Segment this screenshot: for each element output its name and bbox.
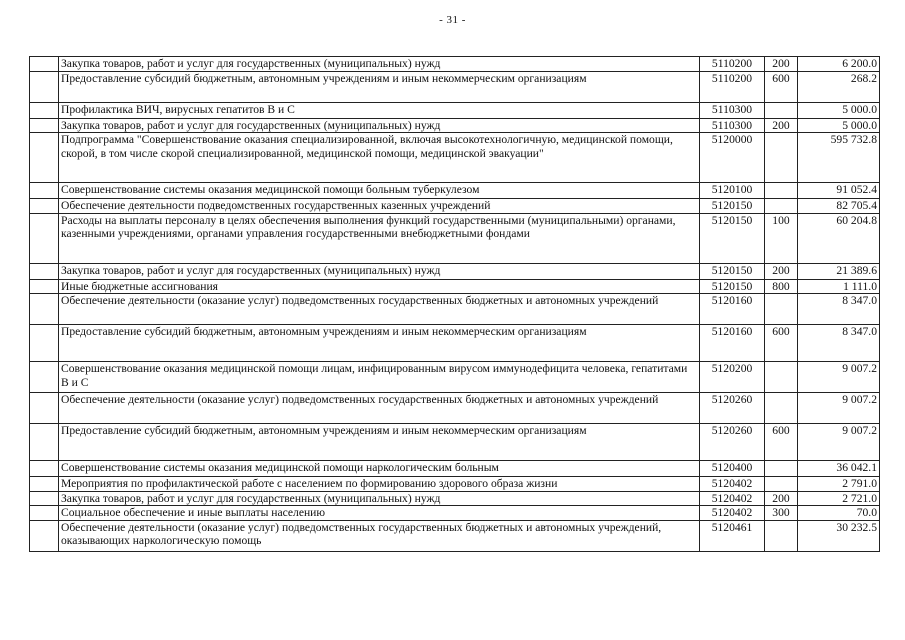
row-name: Совершенствование системы оказания медицинской помощи больным туберкулезом [59,183,700,199]
row-name: Обеспечение деятельности (оказание услуг) подведомственных государственных бюджетных и автономных учреждений, оказывающих наркологическую помощь [59,520,700,551]
table-row [30,477,880,492]
row-name: Совершенствование системы оказания медицинской помощи наркологическим больным [59,461,700,477]
table-row [30,424,880,461]
row-amount: 60 204.8 [798,213,880,263]
row-code: 5120260 [700,393,765,424]
table-row [30,102,880,118]
row-type [765,393,798,424]
row-type [765,102,798,118]
row-amount: 2 721.0 [798,491,880,506]
row-code: 5110300 [700,102,765,118]
table-row [30,294,880,325]
table-row [30,506,880,521]
row-code: 5110200 [700,57,765,72]
table-row [30,133,880,183]
row-type: 200 [765,263,798,279]
row-type: 600 [765,71,798,102]
row-name: Закупка товаров, работ и услуг для государственных (муниципальных) нужд [59,491,700,506]
row-name: Закупка товаров, работ и услуг для государственных (муниципальных) нужд [59,263,700,279]
row-amount: 268.2 [798,71,880,102]
row-type [765,362,798,393]
table-row [30,491,880,506]
row-code: 5120461 [700,520,765,551]
row-code: 5120200 [700,362,765,393]
row-name: Совершенствование оказания медицинской помощи лицам, инфицированным вирусом иммунодефицита человека, гепатитами В и С [59,362,700,393]
row-amount: 30 232.5 [798,520,880,551]
row-marker-cell [30,461,59,477]
row-marker-cell [30,491,59,506]
table-row [30,118,880,133]
row-code: 5120150 [700,213,765,263]
table-row [30,279,880,294]
table-row [30,183,880,199]
row-name: Обеспечение деятельности подведомственных государственных казенных учреждений [59,199,700,214]
row-name: Закупка товаров, работ и услуг для государственных (муниципальных) нужд [59,57,700,72]
row-code: 5120150 [700,279,765,294]
row-marker-cell [30,133,59,183]
row-marker-cell [30,520,59,551]
row-type [765,294,798,325]
row-type: 100 [765,213,798,263]
row-marker-cell [30,279,59,294]
row-marker-cell [30,183,59,199]
row-name: Обеспечение деятельности (оказание услуг) подведомственных государственных бюджетных и автономных учреждений [59,393,700,424]
row-type [765,461,798,477]
row-type [765,183,798,199]
row-marker-cell [30,263,59,279]
row-code: 5120150 [700,263,765,279]
row-amount: 5 000.0 [798,102,880,118]
row-type [765,199,798,214]
row-type [765,133,798,183]
row-code: 5120402 [700,491,765,506]
row-name: Подпрограмма "Совершенствование оказания специализированной, включая высокотехнологичную, медицинской помощи, скорой, в том числе скорой специализированной, медицинской помощи, медицинской эвакуации" [59,133,700,183]
budget-table [29,56,880,552]
row-type: 200 [765,491,798,506]
table-row [30,57,880,72]
row-name: Иные бюджетные ассигнования [59,279,700,294]
table-row [30,199,880,214]
row-code: 5120400 [700,461,765,477]
row-code: 5120100 [700,183,765,199]
row-code: 5120000 [700,133,765,183]
table-row [30,263,880,279]
row-name: Предоставление субсидий бюджетным, автономным учреждениям и иным некоммерческим организациям [59,325,700,362]
row-type [765,520,798,551]
row-code: 5110200 [700,71,765,102]
table-row [30,213,880,263]
row-amount: 82 705.4 [798,199,880,214]
row-amount: 9 007.2 [798,362,880,393]
row-amount: 9 007.2 [798,393,880,424]
table-row [30,325,880,362]
row-type: 600 [765,325,798,362]
row-name: Мероприятия по профилактической работе с населением по формированию здорового образа жизни [59,477,700,492]
row-name: Закупка товаров, работ и услуг для государственных (муниципальных) нужд [59,118,700,133]
row-amount: 2 791.0 [798,477,880,492]
row-name: Расходы на выплаты персоналу в целях обеспечения выполнения функций государственными (муниципальными) органами, казенными учреждениями, органами управления государственными внебюджетными фондами [59,213,700,263]
row-marker-cell [30,362,59,393]
row-amount: 6 200.0 [798,57,880,72]
row-amount: 9 007.2 [798,424,880,461]
row-code: 5120160 [700,294,765,325]
row-marker-cell [30,199,59,214]
row-amount: 8 347.0 [798,325,880,362]
row-marker-cell [30,71,59,102]
row-amount: 5 000.0 [798,118,880,133]
row-marker-cell [30,102,59,118]
row-amount: 36 042.1 [798,461,880,477]
row-amount: 1 111.0 [798,279,880,294]
table-row [30,520,880,551]
row-name: Обеспечение деятельности (оказание услуг) подведомственных государственных бюджетных и автономных учреждений [59,294,700,325]
table-row [30,71,880,102]
row-name: Предоставление субсидий бюджетным, автономным учреждениям и иным некоммерческим организациям [59,71,700,102]
row-type: 200 [765,118,798,133]
row-marker-cell [30,506,59,521]
row-code: 5120150 [700,199,765,214]
row-amount: 91 052.4 [798,183,880,199]
table-row [30,362,880,393]
row-amount: 595 732.8 [798,133,880,183]
row-type: 600 [765,424,798,461]
page-number: - 31 - [439,14,466,26]
row-code: 5110300 [700,118,765,133]
row-marker-cell [30,213,59,263]
row-name: Социальное обеспечение и иные выплаты населению [59,506,700,521]
row-amount: 8 347.0 [798,294,880,325]
row-marker-cell [30,118,59,133]
row-code: 5120402 [700,506,765,521]
row-marker-cell [30,57,59,72]
row-amount: 70.0 [798,506,880,521]
row-type: 800 [765,279,798,294]
row-code: 5120260 [700,424,765,461]
row-name: Предоставление субсидий бюджетным, автономным учреждениям и иным некоммерческим организациям [59,424,700,461]
row-name: Профилактика ВИЧ, вирусных гепатитов В и С [59,102,700,118]
row-marker-cell [30,393,59,424]
row-type: 200 [765,57,798,72]
row-marker-cell [30,477,59,492]
row-type: 300 [765,506,798,521]
row-marker-cell [30,424,59,461]
table-row [30,461,880,477]
table-row [30,393,880,424]
row-marker-cell [30,325,59,362]
row-amount: 21 389.6 [798,263,880,279]
row-code: 5120160 [700,325,765,362]
row-code: 5120402 [700,477,765,492]
row-type [765,477,798,492]
row-marker-cell [30,294,59,325]
